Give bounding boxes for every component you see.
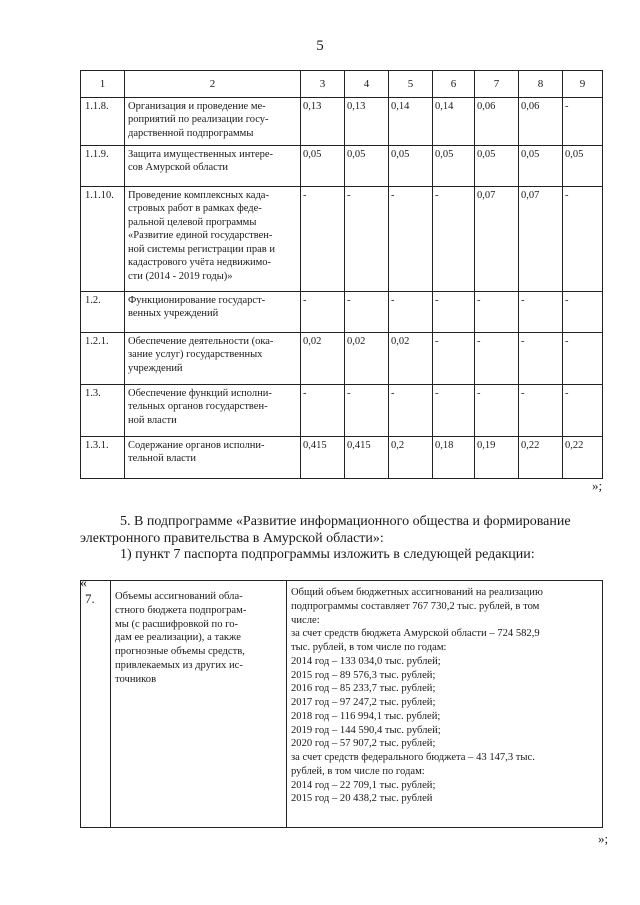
table-row — [81, 146, 603, 187]
row-number: 1.1.10. — [81, 187, 125, 292]
description-line: стровых работ в рамках феде- — [128, 203, 262, 215]
body-line: за счет средств федерального бюджета – 43 147,3 тыс. — [291, 752, 535, 764]
row-description — [125, 98, 301, 146]
value-cell: - — [433, 187, 475, 292]
value-cell: - — [433, 385, 475, 437]
value-cell: 0,06 — [519, 98, 563, 146]
header-cell: 7 — [475, 71, 519, 98]
header-cell: 8 — [519, 71, 563, 98]
value-cell: - — [345, 385, 389, 437]
value-cell: - — [563, 333, 603, 385]
body-line: подпрограммы составляет 767 730,2 тыс. рублей, в том — [291, 600, 540, 612]
body-line: за счет средств бюджета Амурской области – 724 582,9 — [291, 628, 540, 640]
value-cell: 0,05 — [301, 146, 345, 187]
description-line: Обеспечение деятельности (ока- — [128, 336, 274, 347]
row-description — [125, 437, 301, 479]
value-cell: - — [563, 98, 603, 146]
description-line: «Развитие единой государствен- — [128, 230, 273, 242]
value-cell: 0,07 — [519, 187, 563, 292]
body-line: тыс. рублей, в том числе по годам: — [291, 642, 447, 654]
value-cell: - — [475, 385, 519, 437]
table-closing-quote: »; — [592, 478, 603, 493]
header-cell: 1 — [81, 71, 125, 98]
description-line: тельных органов государствен- — [128, 401, 268, 413]
header-cell: 4 — [345, 71, 389, 98]
body-line: 2014 год – 22 709,1 тыс. рублей; — [291, 779, 436, 791]
label-line: мы (с расшифровкой по го- — [115, 618, 239, 630]
passport-closing-quote: »; — [598, 831, 609, 846]
value-cell: 0,05 — [345, 146, 389, 187]
body-line: числе: — [291, 614, 320, 626]
value-cell: 0,05 — [433, 146, 475, 187]
value-cell: - — [563, 187, 603, 292]
table-row — [81, 292, 603, 333]
row-number: 1.2.1. — [81, 333, 125, 385]
table-row — [81, 333, 603, 385]
paragraph-1: 1) пункт 7 паспорта подпрограммы изложить в следующей редакции: — [120, 547, 535, 562]
value-cell: 0,05 — [563, 146, 603, 187]
value-cell: - — [433, 292, 475, 333]
description-line: Функционирование государст- — [128, 295, 266, 306]
value-cell: - — [389, 292, 433, 333]
description-line: ной системы регистрации прав и — [128, 243, 275, 255]
row-number: 1.3.1. — [81, 437, 125, 479]
body-line: 2020 год – 57 907,2 тыс. рублей; — [291, 738, 436, 750]
value-cell: 0,415 — [301, 437, 345, 479]
label-line: прогнозные объемы средств, — [115, 646, 245, 658]
value-cell: 0,18 — [433, 437, 475, 479]
value-cell: 0,19 — [475, 437, 519, 479]
description-line: Содержание органов исполни- — [128, 440, 265, 451]
value-cell: 0,22 — [519, 437, 563, 479]
value-cell: - — [519, 333, 563, 385]
body-line: 2015 год – 20 438,2 тыс. рублей — [291, 793, 433, 805]
row-number: 1.3. — [81, 385, 125, 437]
label-line: точников — [115, 673, 157, 685]
row-description — [125, 333, 301, 385]
value-cell: - — [433, 333, 475, 385]
value-cell: 0,02 — [345, 333, 389, 385]
header-cell: 3 — [301, 71, 345, 98]
value-cell: - — [475, 292, 519, 333]
value-cell: - — [389, 385, 433, 437]
passport-num: 7. — [81, 581, 111, 828]
description-line: дарственной подпрограммы — [128, 127, 254, 139]
value-cell: 0,06 — [475, 98, 519, 146]
value-cell: 0,05 — [389, 146, 433, 187]
body-line: 2017 год – 97 247,2 тыс. рублей; — [291, 697, 436, 709]
row-description — [125, 146, 301, 187]
body-line: 2016 год – 85 233,7 тыс. рублей; — [291, 683, 436, 695]
body-line: 2015 год – 89 576,3 тыс. рублей; — [291, 669, 436, 681]
label-line: Объемы ассигнований обла- — [115, 591, 243, 602]
description-line: сов Амурской области — [128, 162, 229, 174]
body-line: рублей, в том числе по годам: — [291, 765, 425, 777]
body-line: 2018 год – 116 994,1 тыс. рублей; — [291, 710, 441, 722]
row-description — [125, 385, 301, 437]
passport-table — [80, 580, 603, 828]
value-cell: - — [563, 385, 603, 437]
description-line: учреждений — [128, 362, 183, 374]
passport-label — [111, 581, 287, 828]
value-cell: 0,14 — [389, 98, 433, 146]
label-line: привлекаемых из других ис- — [115, 659, 243, 671]
value-cell: - — [519, 292, 563, 333]
value-cell: - — [475, 333, 519, 385]
value-cell: - — [345, 187, 389, 292]
passport-opening-quote: « — [80, 576, 87, 591]
description-line: тельной власти — [128, 453, 196, 465]
table-row — [81, 385, 603, 437]
description-line: ной власти — [128, 414, 177, 426]
row-description — [125, 292, 301, 333]
header-cell: 2 — [125, 71, 301, 98]
row-number: 1.2. — [81, 292, 125, 333]
passport-body — [287, 581, 603, 828]
value-cell: 0,2 — [389, 437, 433, 479]
description-line: кадастрового учёта недвижимо- — [128, 257, 272, 269]
description-line: венных учреждений — [128, 308, 219, 320]
description-line: Проведение комплексных када- — [128, 190, 269, 201]
table-row — [81, 187, 603, 292]
value-cell: - — [301, 292, 345, 333]
value-cell: - — [519, 385, 563, 437]
paragraph-5: 5. В подпрограмме «Развитие информационного общества и формирование электронного правительства в Амурской области»: — [80, 514, 571, 546]
header-cell: 5 — [389, 71, 433, 98]
description-line: Обеспечение функций исполни- — [128, 388, 272, 399]
description-line: Защита имущественных интере- — [128, 149, 274, 160]
label-line: стного бюджета подпрограм- — [115, 604, 247, 616]
row-number: 1.1.8. — [81, 98, 125, 146]
value-cell: - — [345, 292, 389, 333]
value-cell: 0,22 — [563, 437, 603, 479]
value-cell: 0,05 — [475, 146, 519, 187]
value-cell: - — [389, 187, 433, 292]
row-description — [125, 187, 301, 292]
value-cell: - — [301, 385, 345, 437]
body-line: 2019 год – 144 590,4 тыс. рублей; — [291, 724, 441, 736]
expenditure-table — [80, 70, 603, 479]
table-row — [81, 98, 603, 146]
value-cell: 0,02 — [301, 333, 345, 385]
value-cell: - — [563, 292, 603, 333]
description-line: ральной целевой программы — [128, 216, 257, 228]
value-cell: - — [301, 187, 345, 292]
value-cell: 0,13 — [301, 98, 345, 146]
body-line: 2014 год – 133 034,0 тыс. рублей; — [291, 655, 441, 667]
description-line: Организация и проведение ме- — [128, 101, 266, 112]
value-cell: 0,13 — [345, 98, 389, 146]
description-line: роприятий по реализации госу- — [128, 114, 269, 126]
value-cell: 0,07 — [475, 187, 519, 292]
table-header-row — [81, 71, 603, 98]
passport-row — [81, 581, 603, 828]
page-number: 5 — [316, 38, 324, 54]
value-cell: 0,02 — [389, 333, 433, 385]
header-cell: 6 — [433, 71, 475, 98]
description-line: сти (2014 - 2019 годы)» — [128, 270, 233, 282]
label-line: дам ее реализации), а также — [115, 632, 241, 644]
description-line: зание услуг) государственных — [128, 349, 263, 361]
table-row — [81, 437, 603, 479]
row-number: 1.1.9. — [81, 146, 125, 187]
body-line: Общий объем бюджетных ассигнований на реализацию — [291, 587, 543, 598]
value-cell: 0,415 — [345, 437, 389, 479]
value-cell: 0,14 — [433, 98, 475, 146]
value-cell: 0,05 — [519, 146, 563, 187]
header-cell: 9 — [563, 71, 603, 98]
